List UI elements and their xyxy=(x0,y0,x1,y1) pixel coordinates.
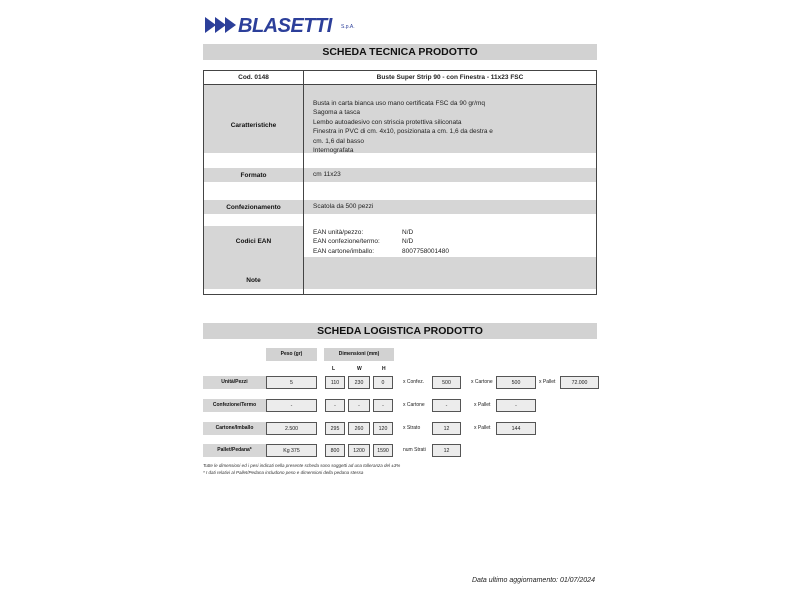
weight-cell: - xyxy=(266,399,317,412)
brand-logo xyxy=(205,14,365,38)
ean-name: EAN confezione/termo: xyxy=(313,238,380,246)
dim-l-cell: 110 xyxy=(325,376,345,389)
qty-cell: 72.000 xyxy=(560,376,599,389)
qty-cell: 144 xyxy=(496,422,536,435)
caratteristiche-line: Sagoma a tasca xyxy=(313,109,360,117)
ean-label: Codici EAN xyxy=(235,238,272,245)
dim-col-w: W xyxy=(357,366,362,372)
dimensions-header: Dimensioni (mm) xyxy=(324,348,394,361)
caratteristiche-list xyxy=(313,99,493,155)
caratteristiche-label: Caratteristiche xyxy=(230,122,277,129)
formato-label: Formato xyxy=(240,172,267,179)
ean-row xyxy=(313,228,513,237)
qty-cell: - xyxy=(496,399,536,412)
ean-value: 8007758001480 xyxy=(402,247,449,255)
ean-list xyxy=(313,228,513,256)
ean-value: N/D xyxy=(402,238,414,246)
row-label-cartone: Cartone/Imballo xyxy=(203,422,266,435)
product-code: Cod. 0148 xyxy=(238,74,269,81)
tech-sheet-title: SCHEDA TECNICA PRODOTTO xyxy=(203,44,597,60)
dim-h-cell: 120 xyxy=(373,422,393,435)
row-label-pallet: Pallet/Pedana* xyxy=(203,444,266,457)
dim-col-h: H xyxy=(382,366,386,372)
caratteristiche-line: Finestra in PVC di cm. 4x10, posizionata a cm. 1,6 da destra e xyxy=(313,128,493,136)
note-label: Note xyxy=(246,277,261,284)
logistics-title: SCHEDA LOGISTICA PRODOTTO xyxy=(203,323,597,339)
qty-cell: - xyxy=(432,399,461,412)
dim-w-cell: 260 xyxy=(348,422,370,435)
tech-sheet-table xyxy=(203,70,597,295)
formato-value: cm 11x23 xyxy=(313,171,341,178)
weight-cell: 2.500 xyxy=(266,422,317,435)
row-label-unita: Unità/Pezzi xyxy=(203,376,266,389)
dim-w-cell: 230 xyxy=(348,376,370,389)
product-name: Buste Super Strip 90 - con Finestra - 11x23 FSC xyxy=(376,74,524,81)
dim-h-cell: 0 xyxy=(373,376,393,389)
brand-suffix: S.p.A. xyxy=(341,24,355,30)
qty-label: x Confez. xyxy=(403,379,425,385)
qty-label: x Strato xyxy=(403,425,421,431)
spacer-band xyxy=(204,84,596,98)
ean-name: EAN unità/pezzo: xyxy=(313,229,364,236)
qty-cell: 12 xyxy=(432,444,461,457)
dim-l-cell: 800 xyxy=(325,444,345,457)
ean-name: EAN cartone/imballo: xyxy=(313,247,375,255)
dim-w-cell: 1200 xyxy=(348,444,370,457)
logo-chevron-icon xyxy=(225,17,236,33)
confezionamento-value: Scatola da 500 pezzi xyxy=(313,203,374,210)
dim-w-cell: - xyxy=(348,399,370,412)
dim-h-cell: - xyxy=(373,399,393,412)
weight-cell: Kg 375 xyxy=(266,444,317,457)
tolerance-note: Tutte le dimensioni ed i pesi indicati nella presente scheda sono soggetti ad una tolleranza del ±3% xyxy=(203,463,401,468)
dim-l-cell: - xyxy=(325,399,345,412)
qty-label: x Pallet xyxy=(474,402,491,408)
caratteristiche-line: Lembo autoadesivo con striscia protettiva siliconata xyxy=(313,118,462,126)
ean-row xyxy=(313,247,513,256)
last-updated: Data ultimo aggiornamento: 01/07/2024 xyxy=(472,577,595,584)
qty-label: x Pallet xyxy=(474,425,491,431)
qty-cell: 12 xyxy=(432,422,461,435)
pallet-note: * I dati relativi al Pallet/Pedana includono peso e dimensioni della pedana stessa xyxy=(203,470,364,475)
caratteristiche-line: Busta in carta bianca uso mano certificata FSC da 90 gr/mq xyxy=(313,100,485,107)
caratteristiche-line: cm. 1,6 dal basso xyxy=(313,137,364,145)
header-divider xyxy=(204,84,596,85)
brand-name: BLASETTI xyxy=(238,15,332,37)
qty-cell: 500 xyxy=(432,376,461,389)
confezionamento-label: Confezionamento xyxy=(226,204,281,211)
dim-l-cell: 295 xyxy=(325,422,345,435)
caratteristiche-line: Internografata xyxy=(313,147,354,155)
qty-label: x Cartone xyxy=(471,379,493,385)
dim-h-cell: 1590 xyxy=(373,444,393,457)
weight-cell: 5 xyxy=(266,376,317,389)
qty-label: x Cartone xyxy=(403,402,425,408)
dim-col-l: L xyxy=(332,366,336,372)
ean-value: N/D xyxy=(402,229,414,236)
ean-row xyxy=(313,237,513,246)
weight-header: Peso (gr) xyxy=(266,348,317,361)
row-label-confezione: Confezione/Termo xyxy=(203,399,266,412)
qty-cell: 500 xyxy=(496,376,536,389)
column-divider xyxy=(303,71,304,294)
spacer-band xyxy=(204,257,596,271)
qty-label: x Pallet xyxy=(539,379,556,385)
qty-label: num Strati xyxy=(403,447,426,453)
